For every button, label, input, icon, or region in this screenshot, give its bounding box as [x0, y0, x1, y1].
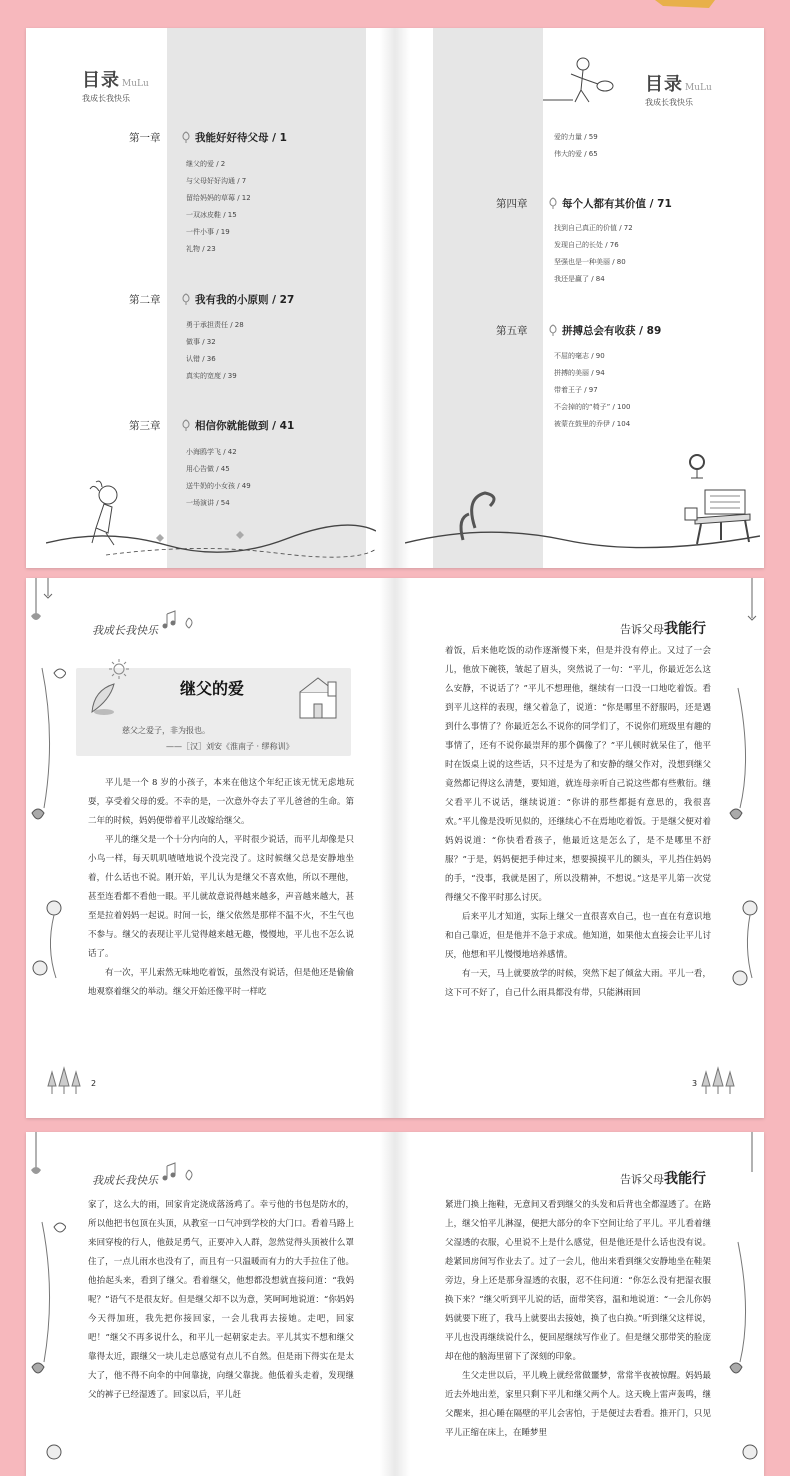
paragraph: 生父走世以后，平儿晚上就经常做噩梦，常常半夜被惊醒。妈妈最近去外地出差，家里只剩下平儿和继父两个人。这天晚上雷声轰鸣，继父醒来，担心睡在隔壁的平儿会害怕，于是便过去看看。推开门，只见平儿正缩在床上，在睡梦里	[445, 1371, 711, 1438]
pages-2-3-spread	[26, 578, 764, 1118]
toc-entry[interactable]: 一场演讲 / 54	[186, 499, 230, 507]
music-notes-icon	[161, 1160, 201, 1190]
chapter-title: 相信你就能做到 / 41	[195, 420, 295, 432]
toc-entry[interactable]: 不会掉的的“椅子” / 100	[554, 403, 631, 411]
paragraph: 着饭，后来他吃饭的动作逐渐慢下来，但是并没有停止。又过了一会儿，他放下碗筷，皱起了眉头，突然说了一句：“平儿，你最近怎么这么安静，不说话了？”平儿不想理他，继续有一口没一口地吃着饭。看到平儿这样的表现，继父着急了，说道：“你是哪里不舒服吗，还是遇到什么事情了？你最近怎么不说你的同学们了，不说你们班级里有趣的事情了，还有不说你最崇拜的那个偶像了？”平儿顿时就呆住了，他平时在饭桌上说的这些话，只不过是为了和安静的继父作对，没想到继父竟然都记得这么清楚，要知道，就连母亲听自己说这些都有些敷衍。继父看平儿不说话，继续说道：“你讲的那些都挺有意思的，我很喜欢。”平儿像是没听见似的，还继续心不在焉地吃着饭。于是继父便对着妈妈说道：“你快看看孩子，他最近这是怎么了，是不是哪里不舒服？”于是，妈妈便把手伸过来，想要摸摸平儿的额头，平儿挡住妈妈的手，“没事，我就是困了，所以没精神，不想说。”这是平儿第一次觉得继父不像平时那么讨厌。	[445, 646, 711, 903]
toc-entry[interactable]: 爱的力量 / 59	[554, 133, 598, 141]
chapter-5-heading[interactable]	[496, 323, 661, 338]
leaf-icon	[181, 131, 191, 143]
chapter-title: 我能好好待父母 / 1	[195, 132, 287, 144]
page-2	[26, 578, 395, 1118]
paragraph: 有一次，平儿索然无味地吃着饭，虽然没有说话，但是他还是偷偷地观察着继父的举动。继父开始还像平时一样吃	[88, 968, 354, 997]
running-header-right	[620, 1168, 706, 1188]
paragraph: 家了，这么大的雨，回家肯定浇成落汤鸡了。幸亏他的书包是防水的，所以他把书包顶在头顶，从教室一口气冲到学校的大门口。看着马路上来回穿梭的行人，他鼓足勇气，正要冲入人群，忽然觉得头顶被什么罩住了，一点儿雨水也没有了，而且有一只温暖而有力的大手拉住了他。他抬起头来，看到了继父。看着继父，他想都没想就直接问道：“我妈呢？”语气不是很友好。但是继父却不以为意，笑呵呵地说道：“你妈妈今天得加班，我先把你接回家，一会儿我再去接她。走吧，回家吧！”继父不再多说什么，和平儿一起朝家走去。平儿其实不想和继父靠得太近，跟继父一块儿走总感觉有点儿不自然。但是雨下得实在是太大了，他不得不向伞的中间靠拢，向继父靠拢。他低着头走着，发现继父的裤子已经湿透了。回家以后，平儿赶	[88, 1200, 354, 1400]
header-part-a: 告诉父母	[620, 1173, 664, 1186]
toc-spread	[26, 28, 764, 568]
toc-entry[interactable]: 找到自己真正的价值 / 72	[554, 224, 633, 232]
toc-entry[interactable]: 小海鸥学飞 / 42	[186, 448, 237, 456]
toc-logo-main: 目录	[82, 70, 120, 91]
toc-entry[interactable]: 一件小事 / 19	[186, 228, 230, 236]
trees-icon	[700, 1066, 740, 1096]
toc-entry[interactable]: 发现自己的长处 / 76	[554, 241, 619, 249]
toc-entry[interactable]: 勇于承担责任 / 28	[186, 321, 244, 329]
toc-entry[interactable]: 不屈的毫志 / 90	[554, 352, 605, 360]
chapter-title: 我有我的小原则 / 27	[195, 294, 295, 306]
page-3	[395, 578, 764, 1118]
chapter-2-heading[interactable]	[129, 292, 294, 307]
paragraph: 有一天，马上就要放学的时候，突然下起了倾盆大雨。平儿一看，这下可不好了，自己什么雨具都没有带，只能淋雨回	[445, 969, 711, 998]
chapter-1-heading[interactable]	[129, 130, 287, 145]
epigraph-line-2: ——［汉］刘安《淮南子 · 缪称训》	[166, 742, 294, 751]
page-number: 2	[91, 1079, 97, 1088]
chapter-title: 每个人都有其价值 / 71	[562, 198, 672, 210]
leaf-icon	[181, 419, 191, 431]
page-4	[26, 1132, 395, 1476]
page-5	[395, 1132, 764, 1476]
toc-entry[interactable]: 与父母好好沟通 / 7	[186, 177, 247, 185]
toc-entry[interactable]: 留给妈妈的草莓 / 12	[186, 194, 251, 202]
chapter-number: 第四章	[496, 198, 528, 210]
girl-on-vine-illustration	[46, 473, 376, 563]
page-3-body	[445, 642, 711, 1003]
running-header-left: 我成长我快乐	[92, 624, 158, 637]
chapter-number: 第二章	[129, 294, 161, 306]
toc-entry[interactable]: 继父的爱 / 2	[186, 160, 226, 168]
corner-ribbon-decoration	[655, 0, 715, 10]
running-header-right	[620, 618, 706, 638]
hanging-hearts-right-illustration	[724, 1132, 764, 1476]
sun-icon	[108, 658, 130, 680]
castle-illustration	[288, 672, 348, 722]
chapter-4-heading[interactable]	[496, 196, 672, 211]
leaf-icon	[181, 293, 191, 305]
feather-pen-icon	[84, 678, 124, 718]
header-part-a: 告诉父母	[620, 623, 664, 636]
page-2-body	[88, 774, 354, 1002]
page-4-body	[88, 1196, 354, 1405]
pages-4-5-spread	[26, 1132, 764, 1476]
chapter-3-heading[interactable]	[129, 418, 294, 433]
toc-logo-right	[645, 70, 712, 108]
toc-entry[interactable]: 带着王子 / 97	[554, 386, 598, 394]
page-5-body	[445, 1196, 711, 1443]
toc-logo-sub: 我成长我快乐	[645, 98, 693, 107]
epigraph-line-1: 慈父之爱子，非为报也。	[122, 726, 210, 735]
toc-right-page	[395, 28, 764, 568]
toc-entry[interactable]: 坚强也是一种美丽 / 80	[554, 258, 626, 266]
toc-entry[interactable]: 送牛奶的小女孩 / 49	[186, 482, 251, 490]
toc-left-page	[26, 28, 395, 568]
paragraph: 平儿的继父是一个十分内向的人，平时很少说话，而平儿却像是只小鸟一样，每天叽叽喳喳地说个没完没了。这时候继父总是安静地坐着，什么话也不说。刚开始，平儿认为是继父不喜欢他，所以不理他，甚至连看都不看他一眼。平儿就故意说得越来越多，声音越来越大，甚至是拉着妈妈一起说。时间一长，继父依然是那样不温不火，不生气也不参与。继父的表现让平儿觉得越来越无趣，慢慢地，平儿也不怎么说话了。	[88, 835, 354, 959]
toc-logo-latin: MuLu	[685, 83, 712, 93]
toc-logo-sub: 我成长我快乐	[82, 94, 130, 103]
chapter-number: 第一章	[129, 132, 161, 144]
toc-logo-latin: MuLu	[122, 79, 149, 89]
paragraph: 后来平儿才知道，实际上继父一直很喜欢自己，也一直在有意识地和自己靠近，但是他并不急于求成。他知道，如果他太直接会让平儿讨厌，他想和平儿慢慢地培养感情。	[445, 912, 711, 960]
toc-entry[interactable]: 做事 / 32	[186, 338, 216, 346]
toc-logo-main: 目录	[645, 74, 683, 95]
toc-entry[interactable]: 认错 / 36	[186, 355, 216, 363]
page-number: 3	[692, 1079, 698, 1088]
toc-logo-left	[82, 66, 149, 104]
chapter-number: 第五章	[496, 325, 528, 337]
toc-entry[interactable]: 一双冰皮鞋 / 15	[186, 211, 237, 219]
header-part-b: 我能行	[664, 621, 706, 637]
hanging-hearts-left-illustration	[26, 1132, 66, 1476]
paragraph: 紧进门换上拖鞋，无意间又看到继父的头发和后背也全都湿透了。在路上，继父怕平儿淋湿，便把大部分的伞下空间让给了平儿。平儿看着继父湿透的衣服，心里说不上是什么感觉，但是他还是什么话也没有说。趁紧回房间写作业去了。过了一会儿，他出来看到继父安静地坐在鞋架旁边，身上还是那身湿透的衣服，忍不住问道：“你怎么没有把湿衣服换下来？”继父听到平儿说的话，面带笑容，温和地说道：“一会儿你妈妈就要下班了，我马上就要出去接她，换了也白换。”听到继父这样说，平儿也没再继续说什么，便回屋继续写作业了。但是继父那带笑的脸庞却在他的脑海里留下了深刻的印象。	[445, 1200, 711, 1362]
toc-entry[interactable]: 真实的宽度 / 39	[186, 372, 237, 380]
leaf-icon	[548, 324, 558, 336]
bench-illustration	[405, 448, 760, 563]
toc-entry[interactable]: 拼搏的美丽 / 94	[554, 369, 605, 377]
leaf-icon	[548, 197, 558, 209]
toc-entry[interactable]: 被蒙在鼓里的乔伊 / 104	[554, 420, 631, 428]
toc-entry[interactable]: 用心告做 / 45	[186, 465, 230, 473]
toc-entry[interactable]: 礼物 / 23	[186, 245, 216, 253]
toc-entry[interactable]: 我还是赢了 / 84	[554, 275, 605, 283]
trees-icon	[46, 1066, 86, 1096]
chapter-title: 拼搏总会有收获 / 89	[562, 325, 662, 337]
running-header-left: 我成长我快乐	[92, 1174, 158, 1187]
hanging-hearts-left-illustration	[26, 578, 66, 1038]
paragraph: 平儿是一个 8 岁的小孩子，本来在他这个年纪正该无忧无虑地玩耍，享受着父母的爱。不幸的是，一次意外夺去了平儿爸爸的生命。第二年的时候，妈妈便带着平儿改嫁给继父。	[88, 778, 354, 826]
story-title: 继父的爱	[180, 679, 245, 698]
boy-with-racket-illustration	[543, 50, 633, 110]
hanging-hearts-right-illustration	[724, 578, 764, 1038]
toc-entry[interactable]: 伟大的爱 / 65	[554, 150, 598, 158]
header-part-b: 我能行	[664, 1171, 706, 1187]
chapter-number: 第三章	[129, 420, 161, 432]
music-notes-icon	[161, 608, 201, 638]
